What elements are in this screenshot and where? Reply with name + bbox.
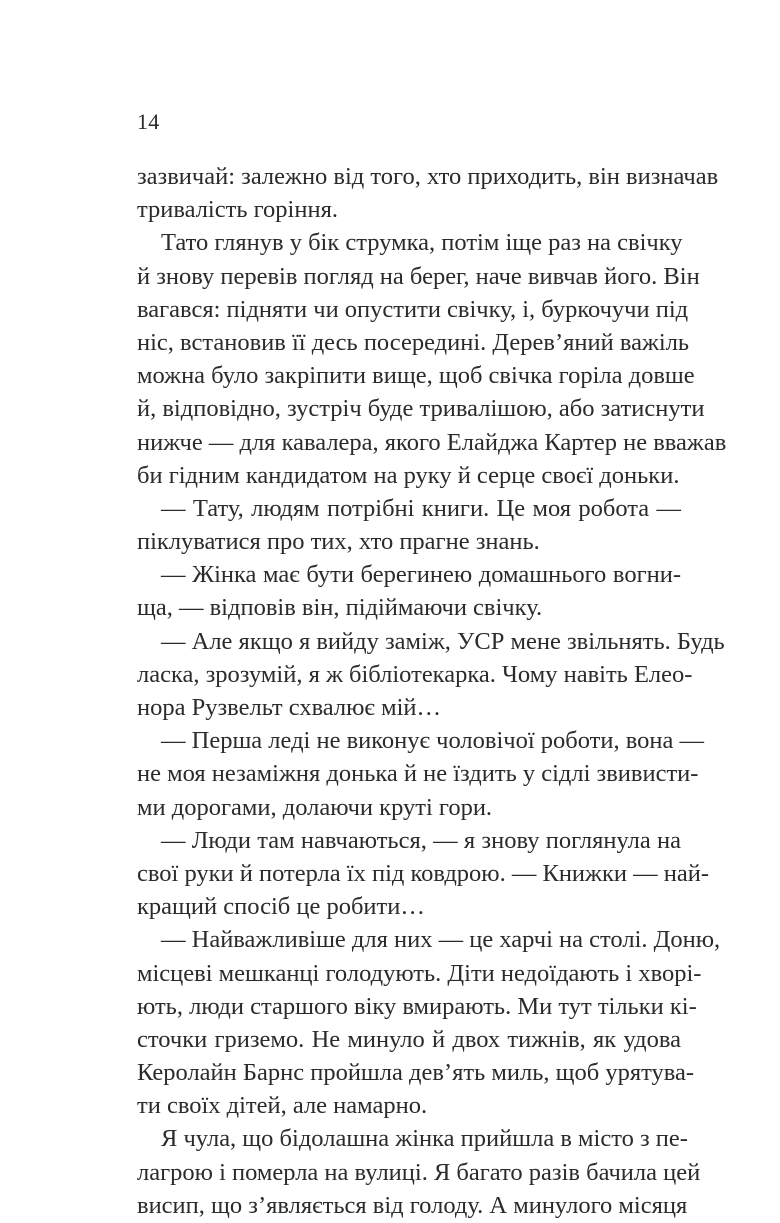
text-line: — Найважливіше для них — це харчі на столі. Доню, bbox=[161, 926, 721, 954]
text-line: кращий спосіб це робити… bbox=[137, 893, 425, 921]
text-line: Керолайн Барнс пройшла дев’ять миль, щоб урятува- bbox=[137, 1059, 695, 1087]
text-line: ють, люди старшого віку вмирають. Ми тут тільки кі- bbox=[137, 992, 697, 1020]
text-line: лагрою і померла на вулиці. Я багато разів бачила цей bbox=[137, 1158, 701, 1186]
text-line: Я чула, що бідолашна жінка прийшла в місто з пе- bbox=[161, 1125, 688, 1153]
text-line: нора Рузвельт схвалює мій… bbox=[137, 694, 441, 721]
text-line: вагався: підняти чи опустити свічку, і, буркочучи під bbox=[137, 295, 689, 323]
text-line: свої руки й потерла їх під ковдрою. — Книжки — най- bbox=[137, 859, 709, 887]
text-line: би гідним кандидатом на руку й серце своєї доньки. bbox=[137, 461, 680, 489]
text-line: сточки гриземо. Не минуло й двох тижнів, як удова bbox=[137, 1025, 681, 1053]
text-line: ща, — відповів він, підіймаючи свічку. bbox=[137, 594, 543, 622]
text-line: ти своїх дітей, але намарно. bbox=[137, 1092, 428, 1120]
text-line: ласка, зрозумій, я ж бібліотекарка. Чому навіть Елео- bbox=[137, 660, 693, 688]
text-line: — Люди там навчаються, — я знову поглянула на bbox=[161, 826, 681, 854]
text-line: не моя незаміжня донька й не їздить у сідлі звивисти- bbox=[137, 760, 699, 788]
text-line: місцеві мешканці голодують. Діти недоїдають і хворі- bbox=[137, 959, 702, 987]
text-line: піклуватися про тих, хто прагне знань. bbox=[137, 528, 540, 556]
text-line: зазвичай: залежно від того, хто приходить, він визначав bbox=[137, 163, 719, 190]
text-line: — Тату, людям потрібні книги. Це моя робота — bbox=[161, 494, 681, 522]
text-line: ніс, встановив її десь посередині. Дерев’яний важіль bbox=[137, 328, 690, 356]
page-number: 14 bbox=[137, 109, 160, 134]
text-line: ми дорогами, долаючи круті гори. bbox=[137, 793, 493, 821]
text-line: й знову перевів погляд на берег, наче вивчав його. Він bbox=[137, 262, 700, 290]
text-line: нижче — для кавалера, якого Елайджа Картер не вважав bbox=[137, 428, 727, 456]
text-line: висип, що з’являється від голоду. А минулого місяця bbox=[137, 1191, 688, 1219]
body-text bbox=[137, 160, 727, 1222]
text-line: можна було закріпити вище, щоб свічка горіла довше bbox=[137, 362, 695, 390]
text-line: — Перша леді не виконує чоловічої роботи, вона — bbox=[161, 727, 705, 755]
text-line: — Але якщо я вийду заміж, УСР мене звільнять. Будь bbox=[161, 627, 725, 655]
text-line: тривалість горіння. bbox=[137, 196, 338, 224]
text-line: — Жінка має бути берегинею домашнього вогни- bbox=[161, 561, 681, 589]
text-line: Тато глянув у бік струмка, потім іще раз на свічку bbox=[161, 229, 683, 257]
text-line: й, відповідно, зустріч буде тривалішою, або затиснути bbox=[137, 395, 705, 423]
